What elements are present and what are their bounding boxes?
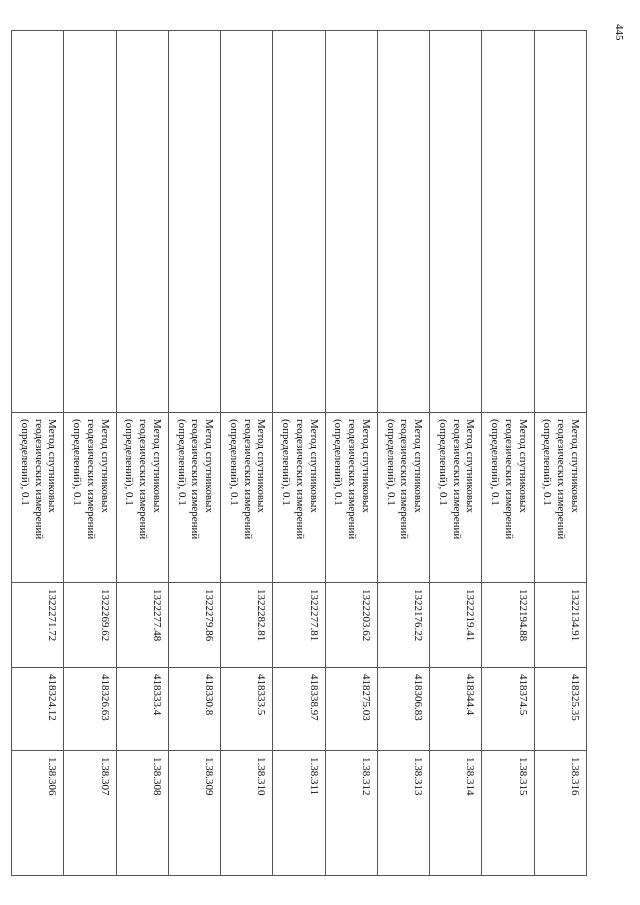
point-id-cell: 1.38.306 [12, 751, 64, 876]
y-coordinate-cell: 1322219.41 [430, 583, 482, 668]
table-row [482, 31, 534, 876]
table-row [430, 31, 482, 876]
y-coordinate-cell: 1322277.81 [273, 583, 325, 668]
y-coordinate-cell: 1322176.22 [378, 583, 430, 668]
coordinates-table-wrapper [15, 30, 587, 875]
y-coordinate-cell: 1322282.81 [221, 583, 273, 668]
method-cell: Метод спутниковых геодезических измерений (определений), 0.1 [325, 413, 377, 583]
method-cell: Метод спутниковых геодезических измерений (определений), 0.1 [534, 413, 586, 583]
x-coordinate-cell: 418333.5 [221, 668, 273, 751]
empty-cell [169, 31, 221, 413]
method-cell: Метод спутниковых геодезических измерений (определений), 0.1 [169, 413, 221, 583]
y-coordinate-cell: 1322279.86 [169, 583, 221, 668]
table-row [378, 31, 430, 876]
x-coordinate-cell: 418306.83 [378, 668, 430, 751]
table-row [12, 31, 64, 876]
empty-cell [325, 31, 377, 413]
x-coordinate-cell: 418374.5 [482, 668, 534, 751]
empty-cell [273, 31, 325, 413]
method-cell: Метод спутниковых геодезических измерений (определений), 0.1 [12, 413, 64, 583]
method-cell: Метод спутниковых геодезических измерений (определений), 0.1 [430, 413, 482, 583]
empty-cell [430, 31, 482, 413]
empty-cell [116, 31, 168, 413]
x-coordinate-cell: 418325.35 [534, 668, 586, 751]
point-id-cell: 1.38.312 [325, 751, 377, 876]
x-coordinate-cell: 418338.97 [273, 668, 325, 751]
method-cell: Метод спутниковых геодезических измерений (определений), 0.1 [482, 413, 534, 583]
empty-cell [12, 31, 64, 413]
empty-cell [534, 31, 586, 413]
point-id-cell: 1.38.309 [169, 751, 221, 876]
y-coordinate-cell: 1322269.62 [64, 583, 116, 668]
y-coordinate-cell: 1322203.62 [325, 583, 377, 668]
x-coordinate-cell: 418324.12 [12, 668, 64, 751]
x-coordinate-cell: 418344.4 [430, 668, 482, 751]
point-id-cell: 1.38.315 [482, 751, 534, 876]
method-cell: Метод спутниковых геодезических измерений (определений), 0.1 [378, 413, 430, 583]
method-cell: Метод спутниковых геодезических измерений (определений), 0.1 [64, 413, 116, 583]
y-coordinate-cell: 1322271.72 [12, 583, 64, 668]
table-body [12, 31, 587, 876]
method-cell: Метод спутниковых геодезических измерений (определений), 0.1 [116, 413, 168, 583]
table-row [116, 31, 168, 876]
empty-cell [378, 31, 430, 413]
point-id-cell: 1.38.310 [221, 751, 273, 876]
table-row [221, 31, 273, 876]
point-id-cell: 1.38.311 [273, 751, 325, 876]
table-row [169, 31, 221, 876]
point-id-cell: 1.38.313 [378, 751, 430, 876]
y-coordinate-cell: 1322194.88 [482, 583, 534, 668]
table-row [64, 31, 116, 876]
empty-cell [64, 31, 116, 413]
point-id-cell: 1.38.314 [430, 751, 482, 876]
empty-cell [221, 31, 273, 413]
x-coordinate-cell: 418333.4 [116, 668, 168, 751]
table-row [534, 31, 586, 876]
point-id-cell: 1.38.316 [534, 751, 586, 876]
page-number: 445 [613, 24, 625, 41]
y-coordinate-cell: 1322277.48 [116, 583, 168, 668]
method-cell: Метод спутниковых геодезических измерений (определений), 0.1 [273, 413, 325, 583]
point-id-cell: 1.38.307 [64, 751, 116, 876]
x-coordinate-cell: 418326.63 [64, 668, 116, 751]
y-coordinate-cell: 1322134.91 [534, 583, 586, 668]
coordinates-table [11, 30, 587, 876]
empty-cell [482, 31, 534, 413]
table-row [325, 31, 377, 876]
method-cell: Метод спутниковых геодезических измерений (определений), 0.1 [221, 413, 273, 583]
x-coordinate-cell: 418330.8 [169, 668, 221, 751]
point-id-cell: 1.38.308 [116, 751, 168, 876]
x-coordinate-cell: 418275.03 [325, 668, 377, 751]
table-row [273, 31, 325, 876]
